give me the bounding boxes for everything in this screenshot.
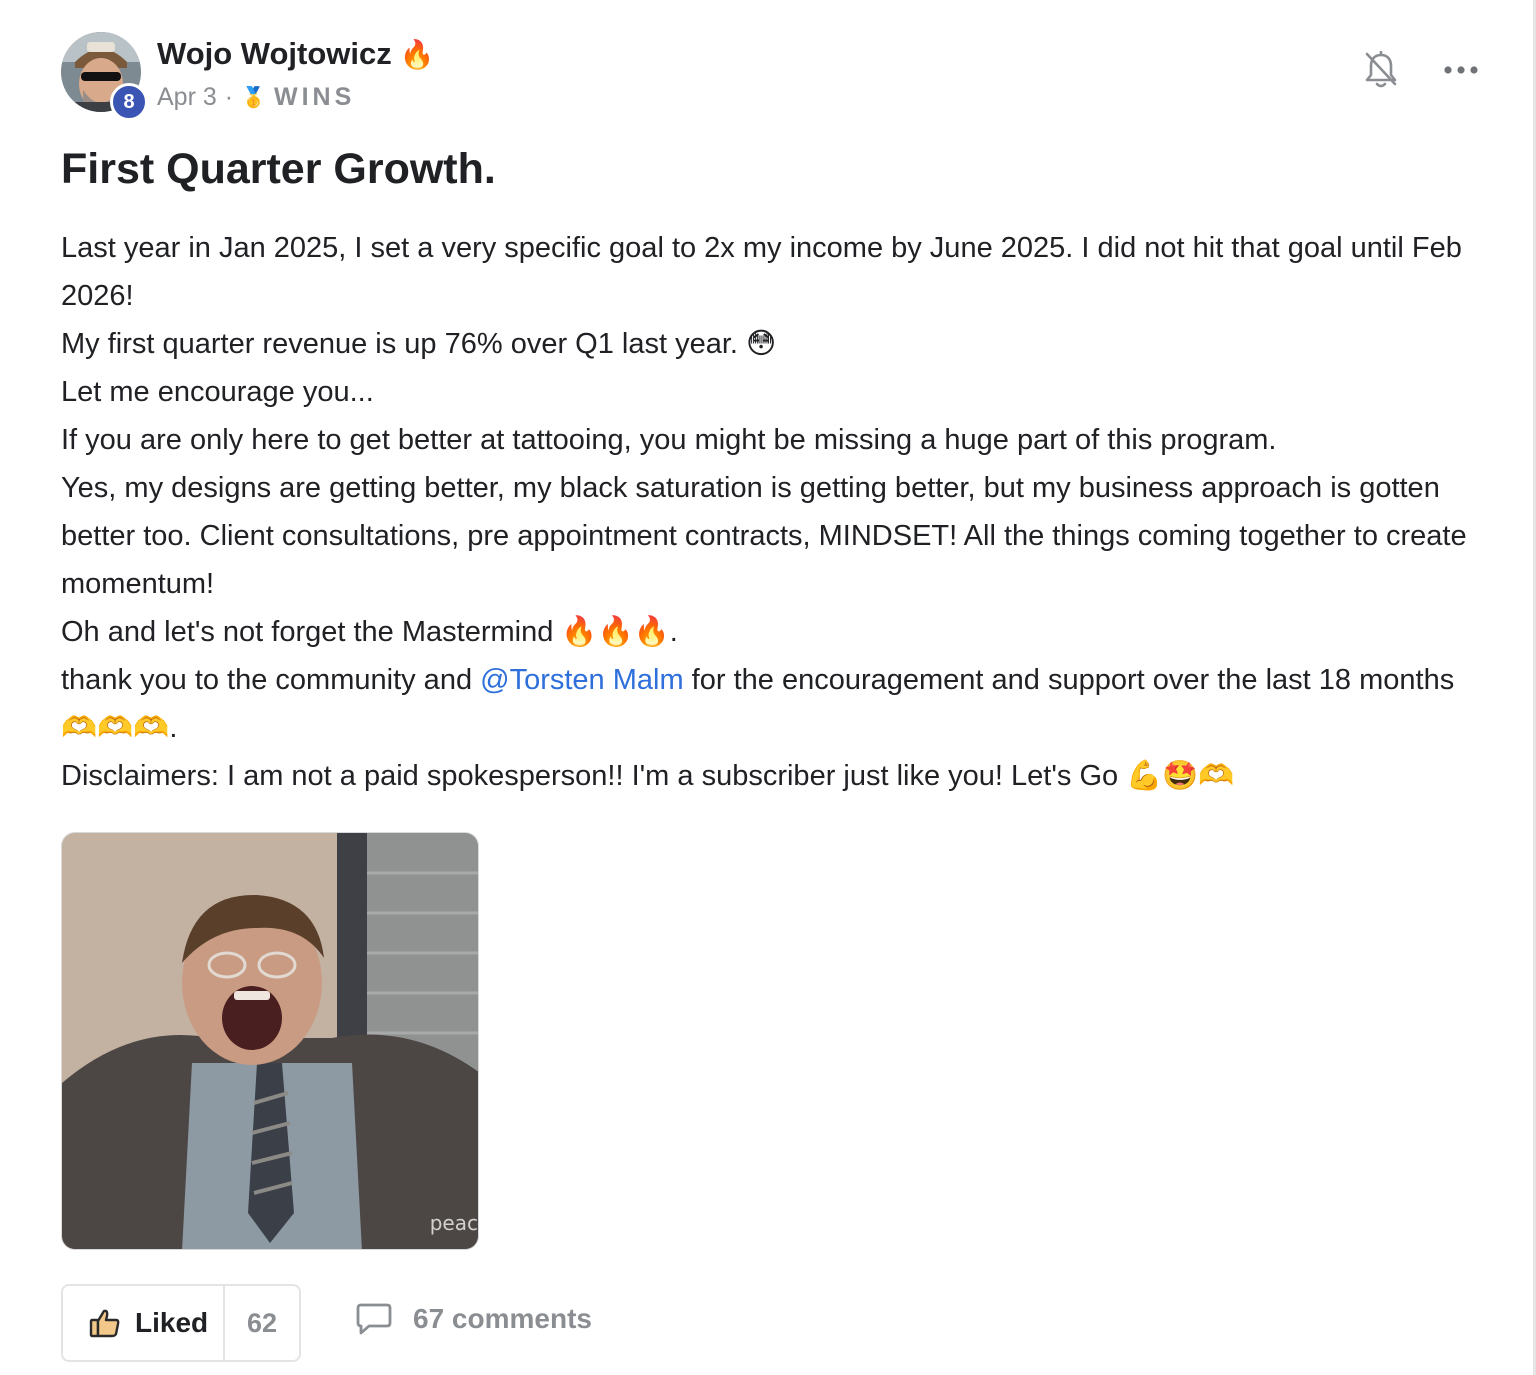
more-options-button[interactable] (1441, 50, 1481, 90)
category-label[interactable]: WINS (274, 83, 356, 111)
author-line (157, 36, 435, 72)
meta-separator: · (224, 83, 234, 111)
author-avatar-wrapper[interactable] (61, 32, 143, 114)
media-watermark: peac (429, 1211, 478, 1235)
fire-icon: 🔥 (399, 38, 435, 70)
header-actions (1361, 50, 1481, 90)
like-button[interactable] (63, 1286, 225, 1360)
post-media-gif[interactable] (61, 832, 479, 1250)
level-badge: 8 (110, 83, 148, 121)
mention-trail-text: for the encouragement and support over the last 18 months 🫶🫶🫶. (61, 664, 1455, 744)
mention-lead-text: thank you to the community and (61, 664, 481, 696)
body-paragraph: Disclaimers: I am not a paid spokesperson!! I'm a subscriber just like you! Let's Go 💪🤩🫶 (61, 760, 1235, 792)
post-body (61, 224, 1481, 800)
body-paragraph: Last year in Jan 2025, I set a very specific goal to 2x my income by June 2025. I did not hit that goal until Feb 2026! (61, 232, 1462, 312)
user-mention-link[interactable]: @Torsten Malm (480, 664, 684, 696)
more-horizontal-icon (1443, 65, 1479, 75)
comments-button[interactable] (355, 1302, 592, 1336)
comment-bubble-icon (355, 1302, 393, 1336)
body-paragraph: Yes, my designs are getting better, my black saturation is getting better, but my business approach is gotten better too. Client consultations, pre appointment contracts, MINDSET! All the things coming together to create momentum! (61, 472, 1467, 600)
author-name[interactable]: Wojo Wojtowicz (157, 36, 392, 71)
post-date[interactable]: Apr 3 (157, 83, 217, 111)
body-paragraph: Oh and let's not forget the Mastermind 🔥🔥🔥. (61, 616, 678, 648)
liked-label: Liked (135, 1307, 209, 1338)
thumbs-up-icon (89, 1308, 121, 1338)
medal-icon: 🥇 (241, 87, 266, 109)
comments-count-label: 67 comments (413, 1303, 592, 1334)
body-paragraph: Let me encourage you... (61, 376, 374, 408)
like-count[interactable]: 62 (246, 1307, 278, 1338)
like-control (61, 1284, 301, 1362)
bell-off-icon (1364, 51, 1398, 89)
post-title: First Quarter Growth. (61, 145, 496, 193)
notification-toggle-button[interactable] (1361, 50, 1401, 90)
post-meta (157, 83, 355, 112)
body-paragraph-mention (61, 656, 1481, 752)
body-paragraph: If you are only here to get better at tattooing, you might be missing a huge part of this program. (61, 424, 1277, 456)
body-paragraph: My first quarter revenue is up 76% over Q1 last year. 😳 (61, 328, 777, 360)
post-header (61, 30, 1481, 120)
